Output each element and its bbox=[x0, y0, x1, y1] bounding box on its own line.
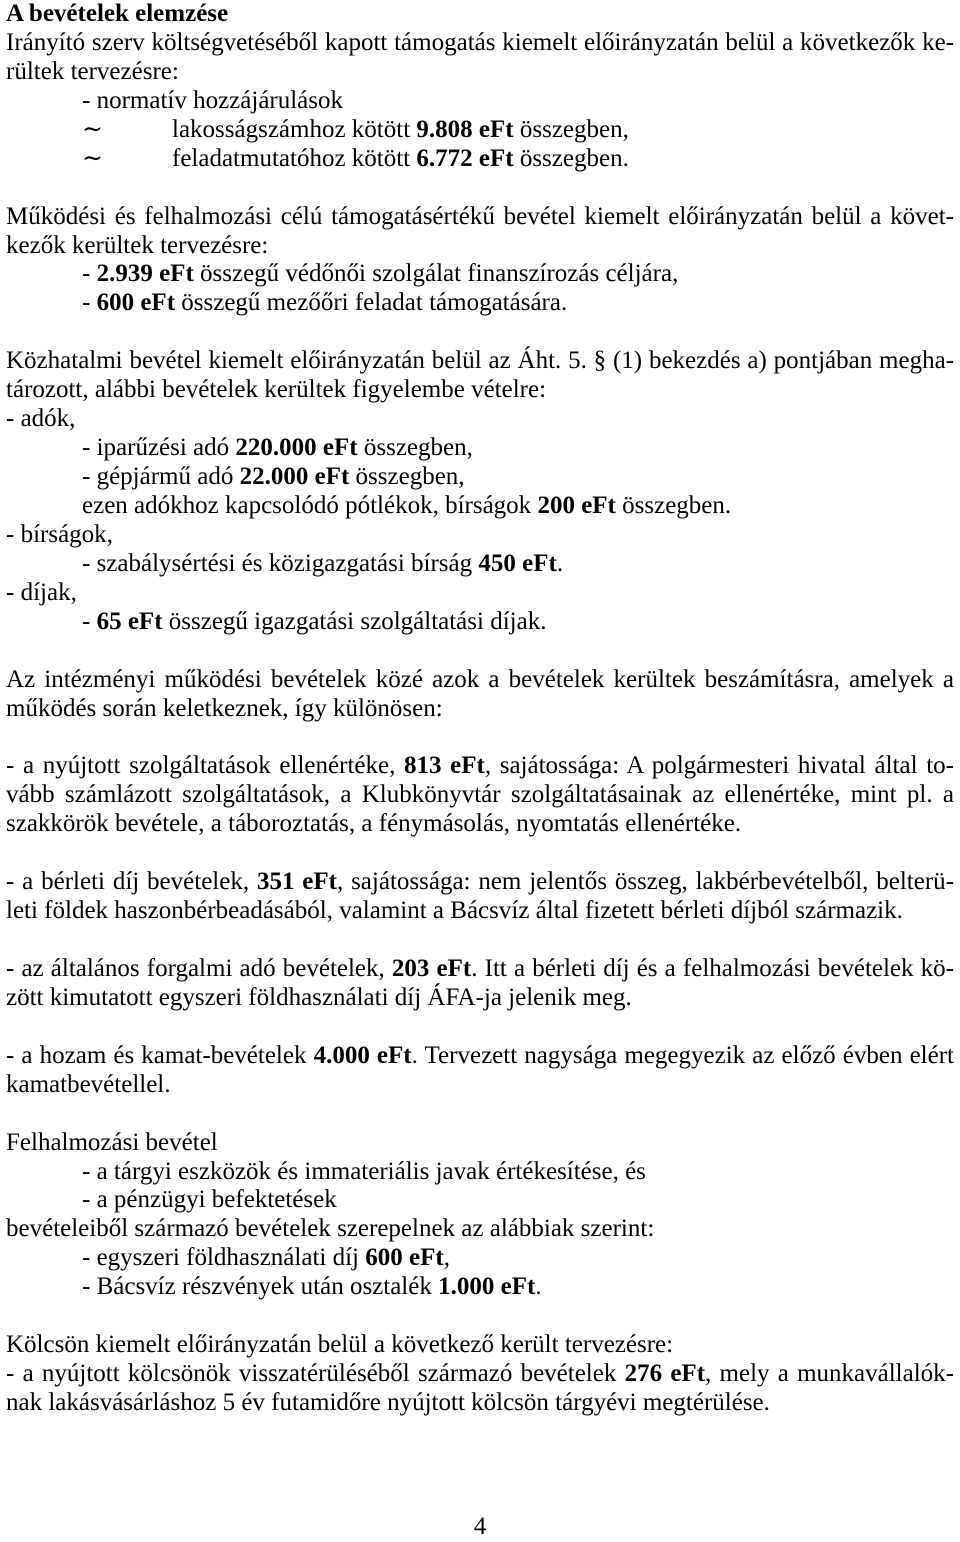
list-item bbox=[6, 492, 954, 521]
line-text: , sajátossága: nem jelentős összeg, lakbérbevételből, belterü- bbox=[336, 868, 954, 896]
text-line: zött kimutatott egyszeri földhasználati díj ÁFA-ja jelenik meg. bbox=[6, 983, 632, 1011]
text-line: bevételeiből származó bevételek szerepelnek az alábbiak szerint: bbox=[6, 1215, 655, 1243]
line-text: - gépjármű adó bbox=[82, 463, 240, 490]
line-text: - a hozam és kamat-bevételek bbox=[6, 1041, 314, 1069]
section-operating-grants bbox=[6, 203, 954, 319]
line-text: összegben. bbox=[615, 491, 732, 519]
amount: 203 eFt bbox=[391, 954, 472, 982]
section-rental bbox=[6, 868, 954, 926]
line-text: összegben, bbox=[349, 463, 465, 490]
list-item bbox=[6, 463, 954, 492]
line-text: - bbox=[82, 289, 97, 317]
amount: 351 eFt bbox=[256, 868, 337, 896]
text-line bbox=[6, 752, 954, 781]
section-grant-revenue bbox=[6, 29, 954, 174]
paragraph-gap bbox=[6, 1013, 954, 1042]
line-text: - a nyújtott kölcsönök visszatérüléséből származó bevételek bbox=[6, 1360, 625, 1388]
amount: 276 eFt bbox=[624, 1360, 706, 1388]
text-line: nak lakásvásárláshoz 5 év futamidőre nyújtott kölcsön tárgyévi megtérülése. bbox=[6, 1389, 770, 1416]
text-line: Irányító szerv költségvetéséből kapott támogatás kiemelt előirányzatán belül a következők ke- bbox=[6, 28, 954, 56]
amount: 813 eFt bbox=[403, 752, 485, 780]
amount: 450 eFt bbox=[478, 549, 557, 577]
paragraph-gap bbox=[6, 1100, 954, 1129]
text-line: Az intézményi működési bevételek közé azok a bevételek kerültek beszámításra, amelyek a bbox=[6, 665, 954, 693]
list-item: - a pénzügyi befektetések bbox=[82, 1186, 337, 1214]
text-line: Működési és felhalmozási célú támogatásértékű bevétel kiemelt előirányzatán belül a követ- bbox=[6, 202, 954, 230]
list-item: - adók, bbox=[6, 405, 76, 433]
text-line: vább számlázott szolgáltatások, a Klubkönyvtár szolgáltatásainak az ellenértéke, mint pl. a bbox=[6, 781, 954, 809]
text-line: Kölcsön kiemelt előirányzatán belül a következő került tervezésre: bbox=[6, 1331, 674, 1359]
document-page bbox=[6, 0, 954, 1418]
list-item bbox=[6, 116, 954, 145]
amount: 6.772 eFt bbox=[416, 144, 514, 172]
section-institutional-revenue bbox=[6, 666, 954, 724]
list-item bbox=[6, 1244, 954, 1273]
line-text: . bbox=[556, 549, 564, 577]
amount: 600 eFt bbox=[96, 289, 176, 317]
line-text: - bbox=[82, 607, 97, 635]
amount: 220.000 eFt bbox=[235, 434, 358, 462]
text-line: leti földek haszonbérbeadásából, valamint a Bácsvíz által fizetett bérleti díjból származik. bbox=[6, 897, 903, 925]
amount: 65 eFt bbox=[96, 607, 163, 635]
amount: 600 eFt bbox=[365, 1244, 444, 1272]
text-line: rültek tervezésre: bbox=[6, 57, 179, 85]
line-text: - bbox=[82, 260, 97, 288]
line-text: - Bácsvíz részvények után osztalék bbox=[82, 1273, 439, 1301]
section-services bbox=[6, 752, 954, 839]
amount: 2.939 eFt bbox=[96, 260, 194, 288]
paragraph-gap bbox=[6, 839, 954, 868]
section-loans bbox=[6, 1331, 954, 1418]
paragraph-gap bbox=[6, 1302, 954, 1331]
line-text: . bbox=[535, 1273, 542, 1301]
line-text: . Tervezett nagysága megegyezik az előző évben elért bbox=[411, 1041, 954, 1069]
list-item bbox=[6, 145, 954, 174]
line-text: - szabálysértési és közigazgatási bírság bbox=[82, 549, 479, 577]
text-line: szakkörök bevétele, a táboroztatás, a fénymásolás, nyomtatás ellenértéke. bbox=[6, 810, 742, 838]
text-line bbox=[6, 955, 954, 984]
section-vat bbox=[6, 955, 954, 1013]
line-text: összegben, bbox=[357, 434, 473, 462]
line-text: összegben, bbox=[513, 115, 629, 143]
line-text: ezen adókhoz kapcsolódó pótlékok, bírságok bbox=[82, 491, 538, 519]
line-text: összegben. bbox=[513, 144, 629, 172]
paragraph-gap bbox=[6, 318, 954, 347]
list-item: - normatív hozzájárulások bbox=[82, 86, 344, 114]
line-text: , sajátossága: A polgármesteri hivatal által to- bbox=[484, 752, 954, 780]
amount: 1.000 eFt bbox=[438, 1273, 536, 1301]
line-text: , mely a munkavállalók- bbox=[705, 1360, 954, 1388]
list-item: - bírságok, bbox=[6, 520, 113, 548]
line-text: összegű igazgatási szolgáltatási díjak. bbox=[162, 607, 547, 635]
line-text: összegű mezőőri feladat támogatására. bbox=[175, 289, 568, 317]
list-item bbox=[6, 1273, 954, 1302]
list-item bbox=[6, 434, 954, 463]
text-line: Közhatalmi bevétel kiemelt előirányzatán belül az Áht. 5. § (1) bekezdés a) pontjában megha- bbox=[6, 347, 954, 375]
line-text: lakosságszámhoz kötött bbox=[172, 115, 417, 143]
amount: 9.808 eFt bbox=[416, 115, 514, 143]
list-item: - díjak, bbox=[6, 578, 77, 606]
line-text: feladatmutatóhoz kötött bbox=[172, 144, 417, 172]
text-line bbox=[6, 1360, 954, 1389]
text-line: kezők kerültek tervezésre: bbox=[6, 231, 269, 259]
text-line: tározott, alábbi bevételek kerültek figyelembe vételre: bbox=[6, 376, 547, 404]
amount: 4.000 eFt bbox=[313, 1041, 412, 1069]
tilde-bullet: ∼ bbox=[82, 115, 103, 143]
paragraph-gap bbox=[6, 926, 954, 955]
list-item bbox=[6, 550, 954, 579]
text-line bbox=[6, 868, 954, 897]
line-text: - egyszeri földhasználati díj bbox=[82, 1244, 366, 1272]
text-line: kamatbevétellel. bbox=[6, 1070, 171, 1098]
line-text: . Itt a bérleti díj és a felhalmozási bevételek kö- bbox=[471, 954, 954, 982]
section-capital-revenue bbox=[6, 1129, 954, 1303]
line-text: - iparűzési adó bbox=[82, 434, 236, 462]
paragraph-gap bbox=[6, 174, 954, 203]
line-text: - a bérleti díj bevételek, bbox=[6, 868, 257, 896]
list-item bbox=[6, 289, 954, 318]
line-text: , bbox=[443, 1244, 450, 1272]
section-interest bbox=[6, 1042, 954, 1100]
paragraph-gap bbox=[6, 637, 954, 666]
page-heading: A bevételek elemzése bbox=[6, 0, 229, 27]
list-item bbox=[6, 608, 954, 637]
line-text: összegű védőnői szolgálat finanszírozás céljára, bbox=[193, 260, 679, 288]
line-text: - a nyújtott szolgáltatások ellenértéke, bbox=[6, 752, 404, 780]
paragraph-gap bbox=[6, 723, 954, 752]
text-line: működés során keletkeznek, így különösen: bbox=[6, 694, 443, 722]
section-public-revenue bbox=[6, 347, 954, 636]
tilde-bullet: ∼ bbox=[82, 144, 103, 172]
amount: 22.000 eFt bbox=[239, 463, 350, 490]
amount: 200 eFt bbox=[537, 491, 616, 519]
page-number: 4 bbox=[473, 1513, 487, 1540]
list-item: - a tárgyi eszközök és immateriális javak értékesítése, és bbox=[82, 1157, 646, 1185]
line-text: - az általános forgalmi adó bevételek, bbox=[6, 954, 392, 982]
list-item bbox=[6, 260, 954, 289]
text-line bbox=[6, 1042, 954, 1071]
text-line: Felhalmozási bevétel bbox=[6, 1128, 218, 1156]
